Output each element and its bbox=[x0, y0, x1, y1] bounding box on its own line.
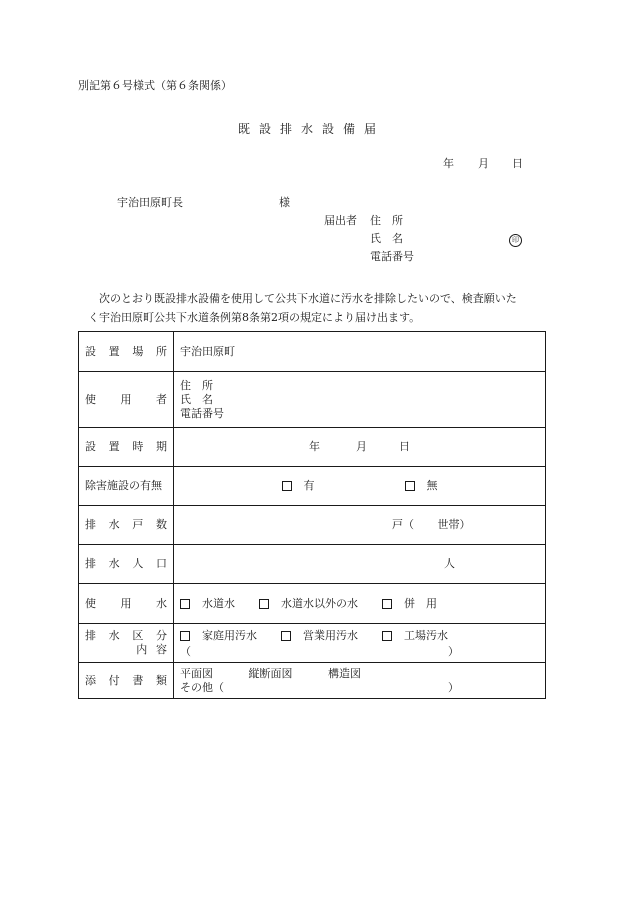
table-row bbox=[79, 372, 546, 428]
user-fields bbox=[174, 372, 546, 428]
label-char: 使 bbox=[85, 392, 96, 406]
table-row bbox=[79, 545, 546, 584]
division-home-label: 家庭用汚水 bbox=[202, 629, 257, 642]
label-char: 水 bbox=[108, 557, 120, 570]
population-label bbox=[79, 545, 174, 584]
applicant-name-label: 氏 名 bbox=[370, 232, 403, 245]
addressee-honorific: 様 bbox=[279, 196, 290, 209]
water-both-checkbox[interactable] bbox=[382, 599, 392, 609]
attachment-other: その他（ bbox=[180, 680, 224, 694]
applicant-address-label: 住 所 bbox=[370, 214, 403, 227]
label-char: 排 bbox=[85, 518, 96, 531]
date-month-label: 月 bbox=[478, 157, 489, 170]
applicant-phone-label: 電話番号 bbox=[370, 250, 414, 263]
user-label bbox=[79, 372, 174, 428]
water-other-label: 水道水以外の水 bbox=[281, 596, 358, 610]
facility-yes-checkbox[interactable] bbox=[282, 481, 292, 491]
label-char: 期 bbox=[155, 440, 167, 453]
location-label bbox=[79, 332, 174, 372]
body-line-2: く宇治田原町公共下水道条例第8条第2項の規定により届け出ます。 bbox=[88, 311, 421, 324]
division-paren-close: ） bbox=[448, 645, 459, 658]
attachment-structure: 構造図 bbox=[328, 666, 361, 680]
label-char: 用 bbox=[120, 596, 132, 610]
label-char: 戸 bbox=[132, 518, 144, 531]
label-char: 置 bbox=[108, 344, 120, 358]
population-unit: 人 bbox=[444, 557, 455, 570]
division-options bbox=[174, 624, 546, 663]
label-char: 設 bbox=[85, 344, 96, 358]
label-char: 所 bbox=[155, 344, 167, 358]
form-number: 別記第６号様式（第６条関係） bbox=[78, 79, 232, 92]
table-row bbox=[79, 663, 546, 699]
table-row bbox=[79, 624, 546, 663]
user-address-label: 住 所 bbox=[180, 378, 213, 392]
division-label: 排 水 区 分 内容 bbox=[79, 624, 174, 663]
label-char: 置 bbox=[108, 440, 120, 453]
label-char: 書 bbox=[132, 673, 144, 687]
location-value: 宇治田原町 bbox=[174, 332, 546, 372]
water-other-checkbox[interactable] bbox=[259, 599, 269, 609]
label-char: 数 bbox=[155, 518, 167, 531]
page-title: 既設排水設備届 bbox=[238, 122, 386, 136]
attachments-label bbox=[79, 663, 174, 699]
label-char: 設 bbox=[85, 440, 96, 453]
attachment-plan: 平面図 bbox=[180, 666, 213, 680]
application-table bbox=[78, 331, 546, 699]
table-row bbox=[79, 584, 546, 624]
households-value bbox=[174, 506, 546, 545]
label-char: 時 bbox=[132, 440, 144, 453]
label-char: 口 bbox=[155, 557, 167, 570]
division-business-label: 営業用汚水 bbox=[303, 629, 358, 642]
attachment-section: 縦断面図 bbox=[248, 666, 293, 680]
division-factory-label: 工場汚水 bbox=[404, 629, 448, 642]
installed-year-label: 年 bbox=[309, 440, 320, 453]
division-business-checkbox[interactable] bbox=[281, 631, 291, 641]
division-home-checkbox[interactable] bbox=[180, 631, 190, 641]
table-row bbox=[79, 428, 546, 467]
label-char: 人 bbox=[132, 557, 144, 570]
division-factory-checkbox[interactable] bbox=[382, 631, 392, 641]
population-value bbox=[174, 545, 546, 584]
label-char: 類 bbox=[155, 673, 167, 687]
facility-label: 除害施設の有無 bbox=[79, 467, 174, 506]
label-char: 排 bbox=[85, 557, 96, 570]
installed-label bbox=[79, 428, 174, 467]
facility-no-label: 無 bbox=[426, 479, 438, 492]
water-both-label: 併 用 bbox=[404, 596, 437, 610]
seal-icon: 印 bbox=[509, 232, 522, 247]
user-phone-label: 電話番号 bbox=[180, 406, 224, 420]
installed-date bbox=[174, 428, 546, 467]
table-row bbox=[79, 467, 546, 506]
water-tap-label: 水道水 bbox=[202, 596, 235, 610]
label-char: 場 bbox=[132, 344, 144, 358]
water-tap-checkbox[interactable] bbox=[180, 599, 190, 609]
facility-yes-label: 有 bbox=[303, 479, 315, 492]
installed-day-label: 日 bbox=[399, 440, 410, 453]
applicant-label: 届出者 bbox=[324, 214, 357, 227]
label-char: 付 bbox=[108, 673, 120, 687]
date-year-label: 年 bbox=[443, 157, 454, 170]
label-char: 水 bbox=[108, 518, 120, 531]
attachments-docs bbox=[174, 663, 546, 699]
label-char: 水 bbox=[156, 596, 167, 610]
water-label bbox=[79, 584, 174, 624]
facility-options bbox=[174, 467, 546, 506]
households-label bbox=[79, 506, 174, 545]
label-char: 分 bbox=[155, 629, 167, 642]
body-line-1: 次のとおり既設排水設備を使用して公共下水道に汚水を排除したいので、検査願いた bbox=[99, 292, 517, 305]
table-row bbox=[79, 506, 546, 545]
label-char: 使 bbox=[85, 596, 96, 610]
table-row bbox=[79, 332, 546, 372]
label-char: 添 bbox=[85, 673, 96, 687]
attachment-paren-close: ） bbox=[448, 680, 459, 694]
water-options bbox=[174, 584, 546, 624]
addressee-name: 宇治田原町長 bbox=[117, 196, 183, 209]
user-name-label: 氏 名 bbox=[180, 392, 213, 406]
installed-month-label: 月 bbox=[356, 440, 367, 453]
households-setai: 世帯） bbox=[437, 518, 471, 531]
label-char: 用 bbox=[120, 392, 132, 406]
date-day-label: 日 bbox=[512, 157, 523, 170]
facility-no-checkbox[interactable] bbox=[405, 481, 415, 491]
label-char: 水 bbox=[108, 629, 120, 642]
label-char: 者 bbox=[156, 392, 167, 406]
label-char: 区 bbox=[132, 629, 144, 642]
division-paren-open: （ bbox=[180, 645, 191, 658]
label-char: 排 bbox=[85, 629, 96, 642]
households-unit: 戸（ bbox=[392, 518, 414, 531]
